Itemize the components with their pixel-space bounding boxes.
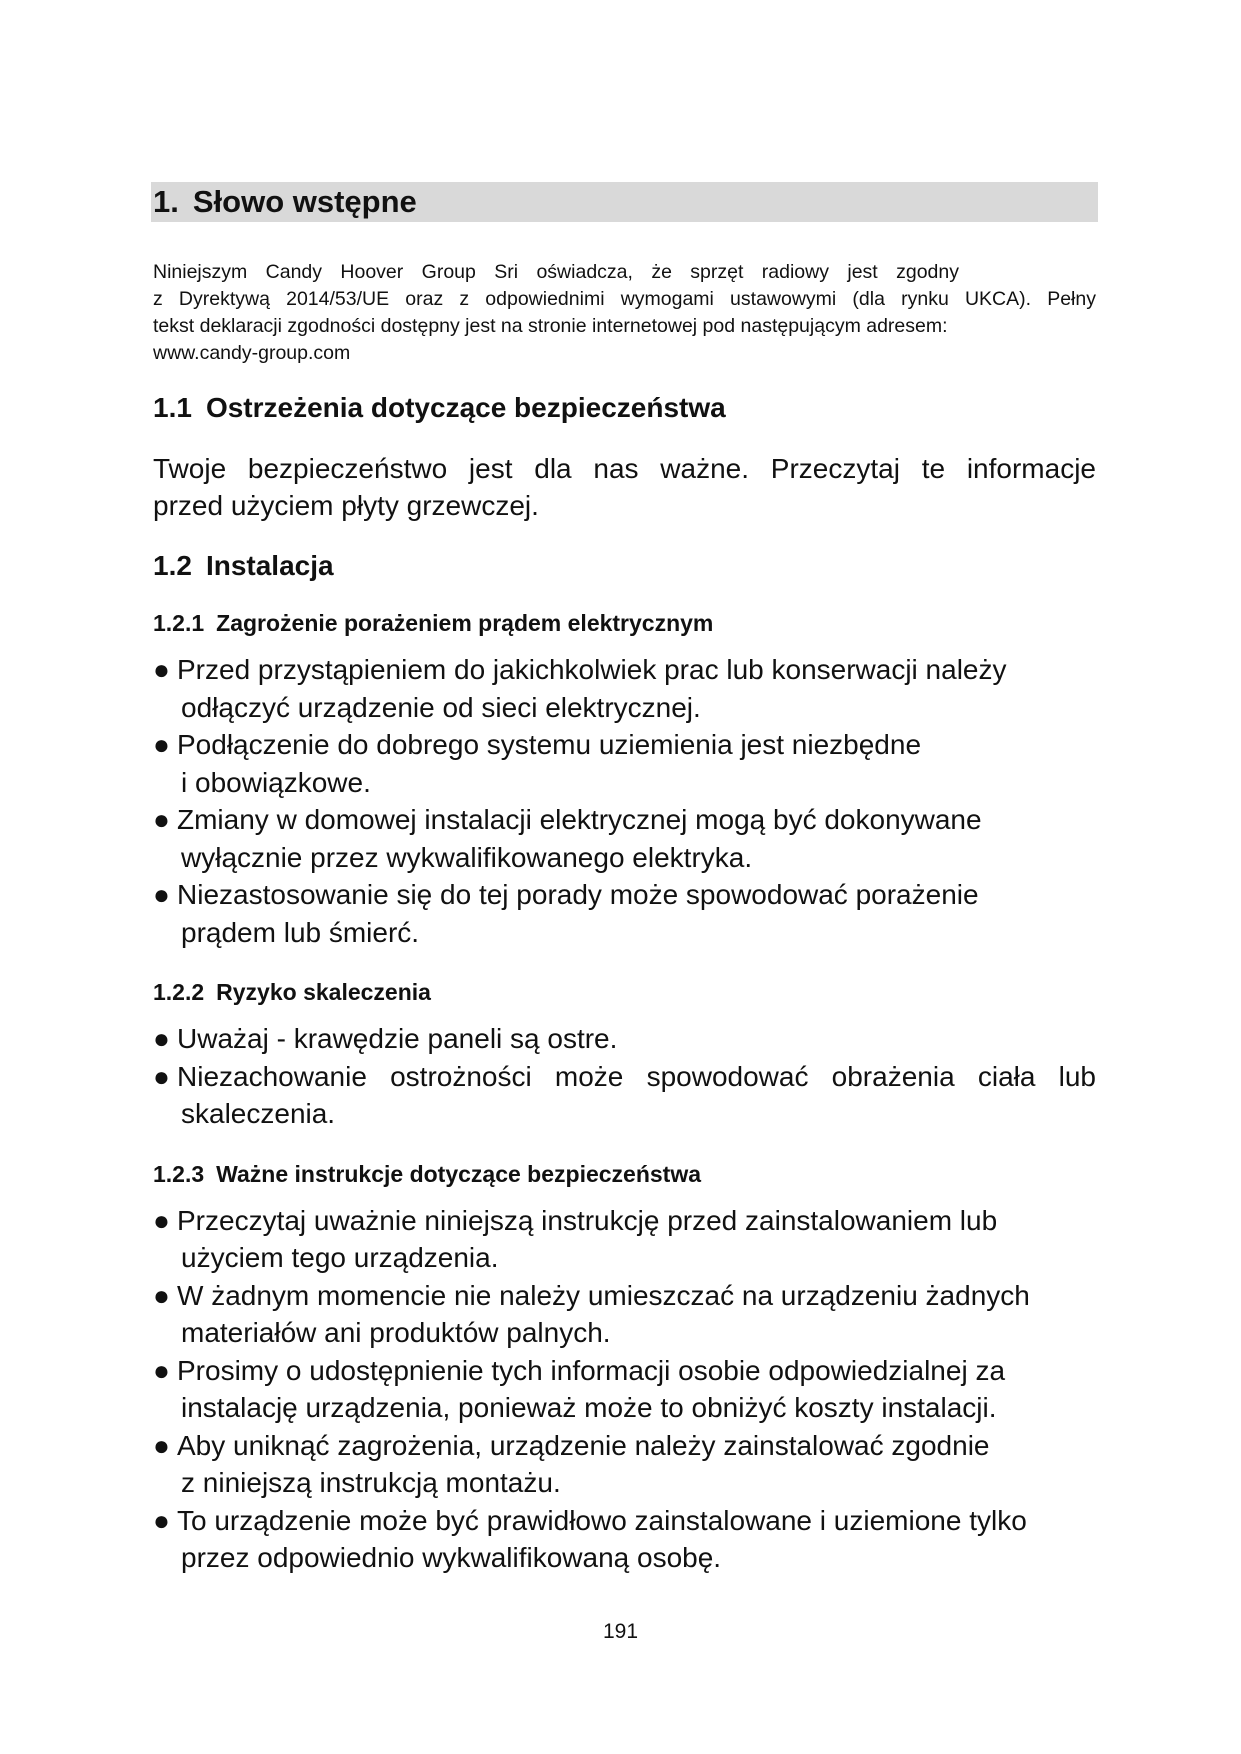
list-item: ● To urządzenie może być prawidłowo zainstalowane i uziemione tylko przez odpowiednio wykwalifikowaną osobę. bbox=[153, 1502, 1096, 1577]
page-number: 191 bbox=[602, 1620, 639, 1643]
safety-lead-paragraph bbox=[153, 450, 1096, 524]
safety-lead-line-1: Twoje bezpieczeństwo jest dla nas ważne. Przeczytaj te informacje bbox=[153, 453, 1096, 484]
bullet-icon: ● bbox=[153, 1429, 170, 1461]
list-item: ● Aby uniknąć zagrożenia, urządzenie należy zainstalować zgodnie z niniejszą instrukcją montażu. bbox=[153, 1427, 1096, 1502]
section-1-2-1-number: 1.2.1 bbox=[153, 610, 205, 636]
document-page bbox=[153, 182, 1096, 1577]
list-item: ● Zmiany w domowej instalacji elektrycznej mogą być dokonywane wyłącznie przez wykwalifikowanego elektryka. bbox=[153, 801, 1096, 876]
bullet-icon: ● bbox=[153, 804, 170, 835]
list-item: ● Podłączenie do dobrego systemu uziemienia jest niezbędne i obowiązkowe. bbox=[153, 726, 1096, 801]
section-1-2-1-title: Zagrożenie porażeniem prądem elektrycznym bbox=[216, 610, 714, 636]
safety-lead-line-2: przed użyciem płyty grzewczej. bbox=[153, 490, 539, 521]
electric-shock-list bbox=[153, 651, 1096, 951]
section-1-2-3-title: Ważne instrukcje dotyczące bezpieczeństwa bbox=[216, 1160, 702, 1187]
section-1-2-1-heading bbox=[153, 610, 1096, 637]
bullet-icon: ● bbox=[153, 1204, 170, 1236]
intro-line-3: tekst deklaracji zgodności dostępny jest na stronie internetowej pod następującym adresem: bbox=[153, 315, 948, 337]
section-1-2-title: Instalacja bbox=[205, 550, 334, 581]
section-1-heading bbox=[153, 184, 417, 220]
section-1-1-title: Ostrzeżenia dotyczące bezpieczeństwa bbox=[205, 392, 726, 423]
section-1-2-2-title: Ryzyko skaleczenia bbox=[216, 979, 431, 1005]
intro-line-4-url: www.candy-group.com bbox=[153, 342, 351, 364]
intro-line-1: Niniejszym Candy Hoover Group Sri oświadcza, że sprzęt radiowy jest zgodny bbox=[153, 261, 959, 283]
list-item: ● Przed przystąpieniem do jakichkolwiek prac lub konserwacji należy odłączyć urządzenie od sieci elektrycznej. bbox=[153, 651, 1096, 726]
section-1-2-2-heading bbox=[153, 979, 1096, 1006]
section-1-2-2-number: 1.2.2 bbox=[153, 979, 205, 1005]
bullet-icon: ● bbox=[153, 1023, 170, 1054]
bullet-icon: ● bbox=[153, 1354, 170, 1386]
bullet-icon: ● bbox=[153, 879, 170, 910]
section-1-header-bar bbox=[151, 182, 1098, 222]
list-item: ● Niezachowanie ostrożności może spowodować obrażenia ciała lub skaleczenia. bbox=[153, 1058, 1096, 1133]
section-1-number: 1. bbox=[153, 184, 179, 219]
bullet-icon: ● bbox=[153, 1279, 170, 1311]
bullet-icon: ● bbox=[153, 1504, 170, 1536]
section-1-title: Słowo wstępne bbox=[192, 184, 417, 219]
section-1-2-3-number: 1.2.3 bbox=[153, 1160, 205, 1187]
safety-instructions-list bbox=[153, 1202, 1096, 1577]
list-item: ● Przeczytaj uważnie niniejszą instrukcję przed zainstalowaniem lub użyciem tego urządzenia. bbox=[153, 1202, 1096, 1277]
bullet-icon: ● bbox=[153, 729, 170, 760]
list-item: ● Uważaj - krawędzie paneli są ostre. bbox=[153, 1020, 1096, 1058]
intro-paragraph bbox=[153, 259, 1096, 367]
section-1-1-number: 1.1 bbox=[153, 392, 192, 423]
section-1-2-heading bbox=[153, 550, 1096, 582]
section-1-2-number: 1.2 bbox=[153, 550, 192, 581]
bullet-icon: ● bbox=[153, 654, 170, 685]
cut-risk-list bbox=[153, 1020, 1096, 1133]
intro-line-2: z Dyrektywą 2014/53/UE oraz z odpowiednimi wymogami ustawowymi (dla rynku UKCA). Pełny bbox=[153, 288, 1096, 310]
list-item: ● W żadnym momencie nie należy umieszczać na urządzeniu żadnych materiałów ani produktów palnych. bbox=[153, 1277, 1096, 1352]
section-1-2-3-heading bbox=[153, 1161, 1096, 1188]
bullet-icon: ● bbox=[153, 1060, 170, 1092]
list-item: ● Prosimy o udostępnienie tych informacji osobie odpowiedzialnej za instalację urządzenia, ponieważ może to obniżyć koszty instalacji. bbox=[153, 1352, 1096, 1427]
list-item: ● Niezastosowanie się do tej porady może spowodować porażenie prądem lub śmierć. bbox=[153, 876, 1096, 951]
section-1-1-heading bbox=[153, 392, 1096, 424]
